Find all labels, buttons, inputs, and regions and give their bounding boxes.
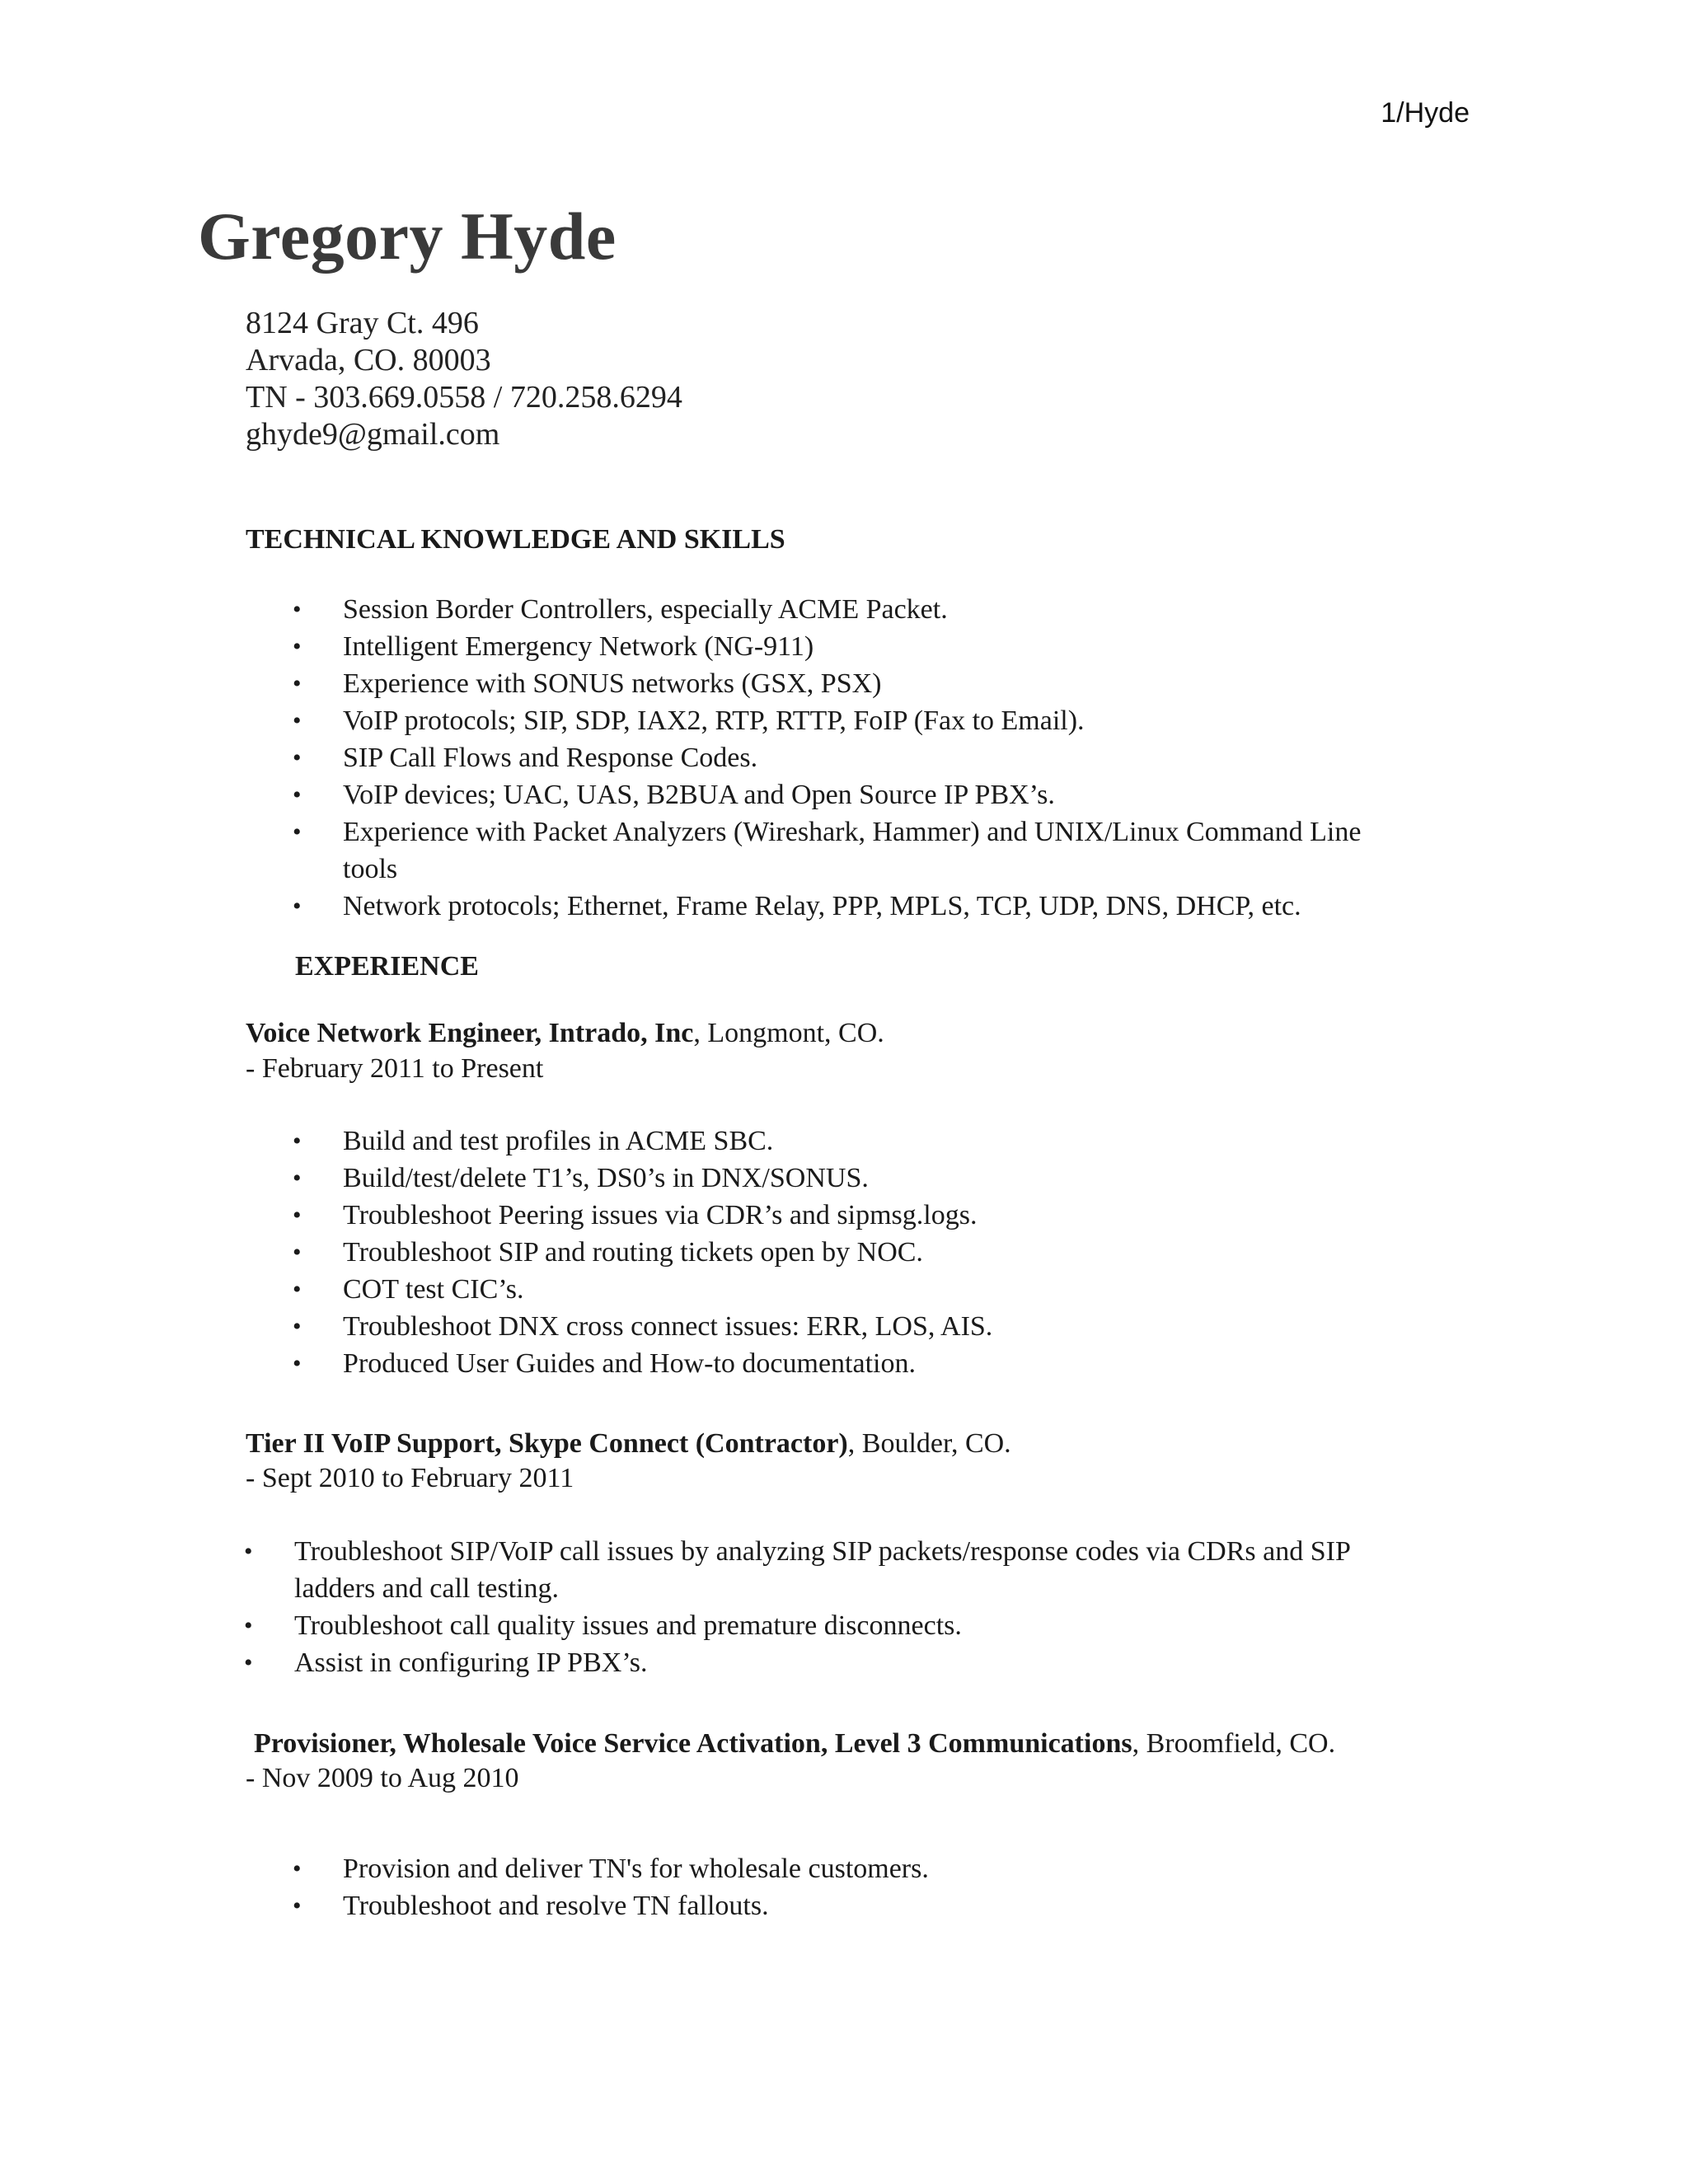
bullet-icon: • [293,1239,302,1266]
bullet-icon: • [293,1892,302,1919]
address-line-2: Arvada, CO. 80003 [246,343,491,377]
address-line-1: 8124 Gray Ct. 496 [246,306,479,340]
job-2-duties [244,1533,1351,1681]
job-dates-1: - February 2011 to Present [246,1053,544,1084]
bullet-icon: • [293,893,302,920]
bullet-icon: • [293,707,302,734]
job-title-3: Provisioner, Wholesale Voice Service Activation, Level 3 Communications, Broomfield, CO. [254,1728,1336,1759]
bullet-icon: • [293,1202,302,1229]
list-item-continuation: ladders and call testing. [294,1573,560,1604]
list-item: • Intelligent Emergency Network (NG-911) [343,628,1361,665]
bullet-icon: • [293,1855,302,1882]
bullet-icon: • [293,670,302,697]
bullet-icon: • [293,1276,302,1303]
contact-block [246,305,682,453]
bullet-icon: • [293,818,302,846]
list-item: • VoIP devices; UAC, UAS, B2BUA and Open Source IP PBX’s. [343,776,1361,813]
job-dates-3: - Nov 2009 to Aug 2010 [246,1763,519,1793]
list-item: • Session Border Controllers, especially ACME Packet. [343,591,1361,628]
bullet-icon: • [293,781,302,808]
list-item: • Build/test/delete T1’s, DS0’s in DNX/SONUS. [343,1160,992,1197]
list-item: • Troubleshoot and resolve TN fallouts. [343,1887,929,1924]
list-item: • Experience with Packet Analyzers (Wireshark, Hammer) and UNIX/Linux Command Line tools [343,813,1361,888]
job-title-1: Voice Network Engineer, Intrado, Inc, Longmont, CO. [246,1018,884,1048]
job-1-duties [293,1122,993,1382]
resume-name: Gregory Hyde [198,199,617,274]
bullet-icon: • [244,1538,253,1565]
list-item: • Troubleshoot Peering issues via CDR’s and sipmsg.logs. [343,1197,992,1234]
list-item: • Troubleshoot DNX cross connect issues: ERR, LOS, AIS. [343,1308,992,1345]
job-dates-2: - Sept 2010 to February 2011 [246,1463,574,1493]
bullet-icon: • [293,596,302,623]
list-item: • Produced User Guides and How-to documentation. [343,1345,992,1382]
list-item-continuation: tools [343,854,398,884]
bullet-icon: • [293,633,302,660]
email-address: ghyde9@gmail.com [246,417,500,452]
job-3-duties [293,1850,929,1924]
bullet-icon: • [293,1127,302,1155]
list-item: • Provision and deliver TN's for wholesale customers. [343,1850,929,1887]
list-item: • Troubleshoot SIP/VoIP call issues by analyzing SIP packets/response codes via CDRs and SIP ladders and call testing. [294,1533,1351,1607]
bullet-icon: • [244,1649,253,1676]
bullet-icon: • [293,744,302,771]
list-item: • Experience with SONUS networks (GSX, PSX) [343,665,1361,702]
list-item: • SIP Call Flows and Response Codes. [343,739,1361,776]
job-title-2: Tier II VoIP Support, Skype Connect (Contractor), Boulder, CO. [246,1428,1011,1459]
list-item: • VoIP protocols; SIP, SDP, IAX2, RTP, RTTP, FoIP (Fax to Email). [343,702,1361,739]
skills-heading: TECHNICAL KNOWLEDGE AND SKILLS [246,524,785,555]
skills-list [293,591,1362,925]
list-item: • Build and test profiles in ACME SBC. [343,1122,992,1160]
phone-numbers: TN - 303.669.0558 / 720.258.6294 [246,380,682,415]
experience-heading: EXPERIENCE [295,951,479,982]
page-number: 1/Hyde [1381,97,1470,129]
bullet-icon: • [293,1313,302,1340]
list-item: • Network protocols; Ethernet, Frame Relay, PPP, MPLS, TCP, UDP, DNS, DHCP, etc. [343,888,1361,925]
bullet-icon: • [293,1165,302,1192]
list-item: • Troubleshoot SIP and routing tickets open by NOC. [343,1234,992,1271]
bullet-icon: • [293,1350,302,1377]
list-item: • Troubleshoot call quality issues and premature disconnects. [294,1607,1351,1644]
bullet-icon: • [244,1612,253,1639]
list-item: • COT test CIC’s. [343,1271,992,1308]
list-item: • Assist in configuring IP PBX’s. [294,1644,1351,1681]
